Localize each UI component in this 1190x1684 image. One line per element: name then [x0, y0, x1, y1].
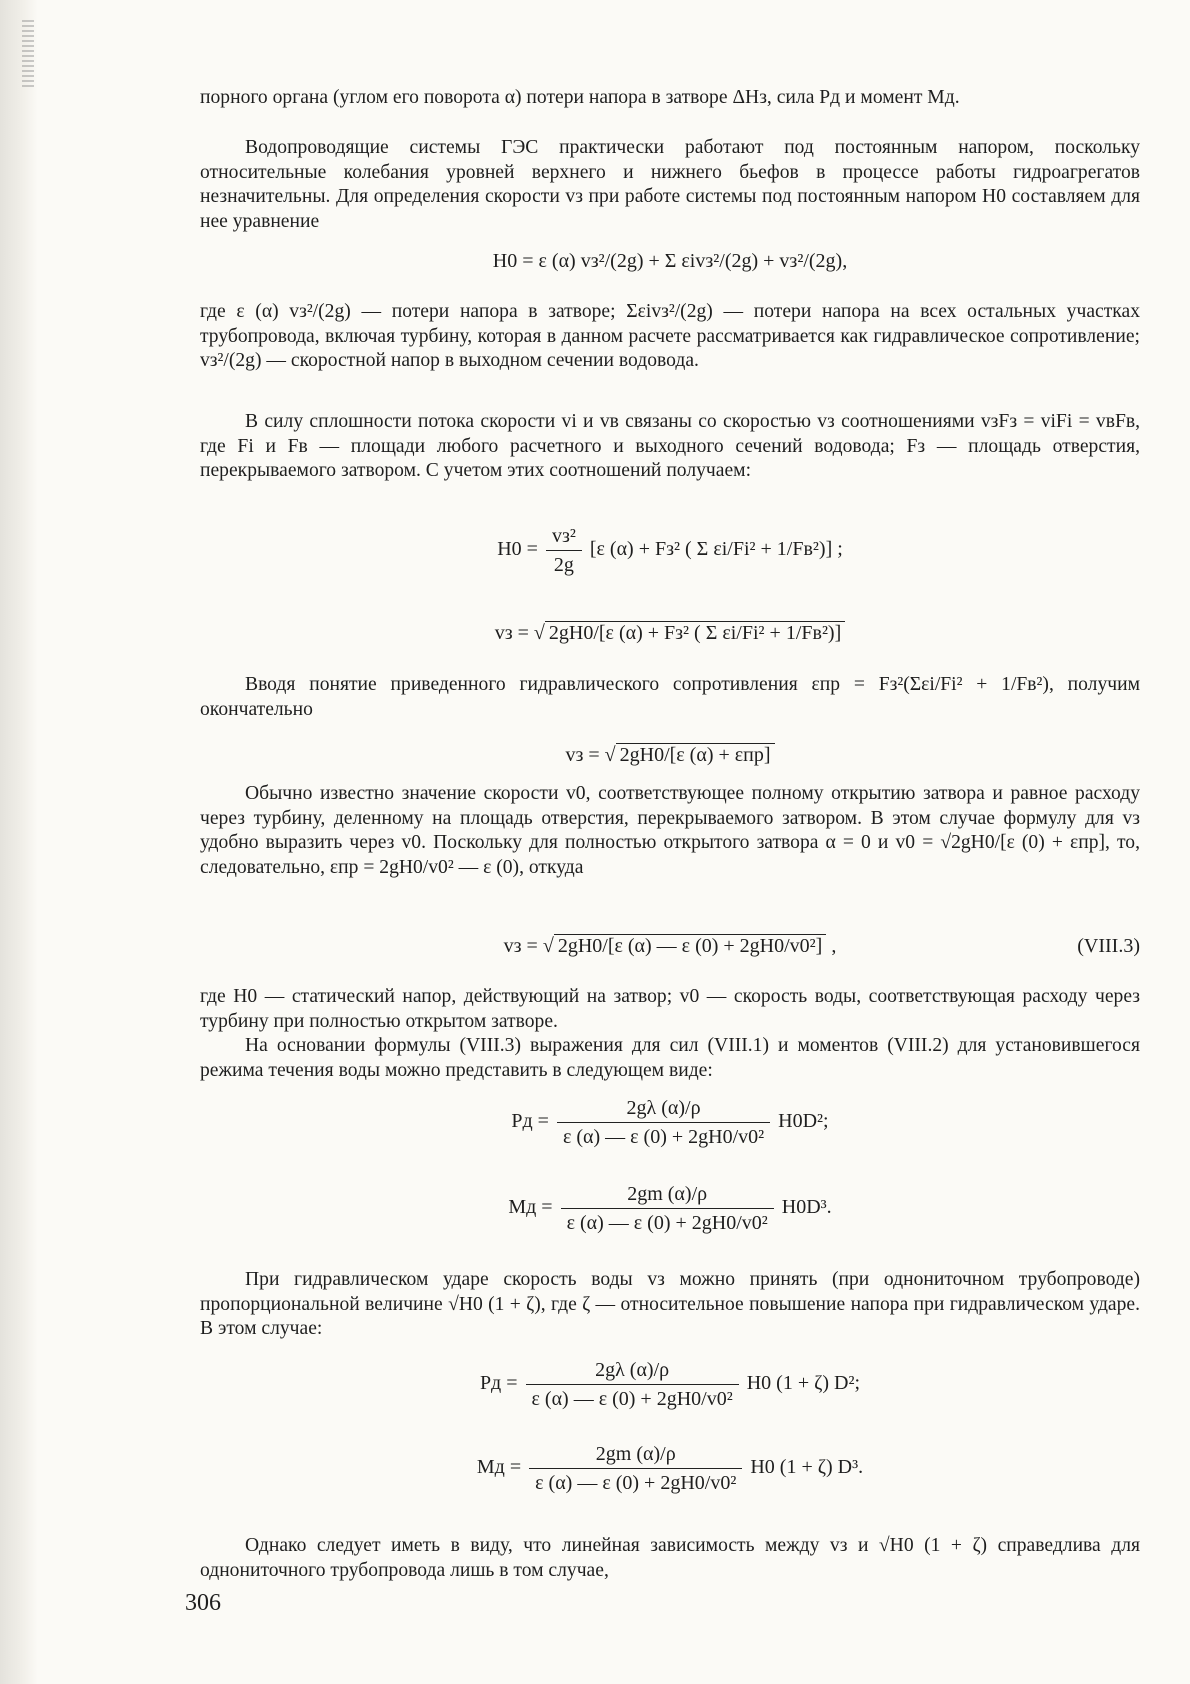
paragraph-1: порного органа (углом его поворота α) потери напора в затворе ΔHз, сила Pд и момент Mд.: [200, 87, 960, 108]
formula-velocity: [200, 622, 1140, 645]
formula-lhs: Mд =: [508, 1196, 553, 1219]
fraction-denominator: ε (α) — ε (0) + 2gH0/v0²: [535, 1472, 737, 1494]
equation-number: (VIII.3): [1077, 935, 1140, 957]
fraction-denominator: 2g: [553, 554, 574, 576]
radicand: 2gH0/[ε (α) + Fз² ( Σ εi/Fi² + 1/Fв²)]: [545, 621, 845, 644]
formula-tail: H0D³.: [781, 1196, 832, 1219]
paragraph-3: где ε (α) vз²/(2g) — потери напора в затворе; Σεivз²/(2g) — потери напора на всех остальных участках трубопровода, включая турбину, которая в данном расчете рассматривается как гидравлическое сопротивление; vз²/(2g) — скоростной напор в выходном сечении водовода.: [200, 301, 1140, 372]
paragraph-5: Вводя понятие приведенного гидравлического сопротивления εпр = Fз²(Σεi/Fi² + 1/Fв²), получим окончательно: [200, 674, 1140, 720]
fraction-denominator: ε (α) — ε (0) + 2gH0/v0²: [531, 1388, 733, 1410]
formula-lhs: vз =: [503, 935, 538, 957]
paragraph-9: При гидравлическом ударе скорость воды vз можно принять (при однониточном трубопроводе) пропорциональной величине √H0 (1 + ζ), где ζ — относительное повышение напора при гидравлическом ударе. В этом случае:: [200, 1269, 1140, 1340]
paragraph-6: Обычно известно значение скорости v0, соответствующее полному открытию затвора и равное расходу через турбину, деленному на площадь отверстия, перекрываемого затвором. В этом случае формулу для vз удобно выразить через v0. Поскольку для полностью открытого затвора α = 0 и v0 = √2gH0/[ε (0) + εпр], то, следовательно, εпр = 2gH0/v0² — ε (0), откуда: [200, 783, 1140, 878]
fraction: [561, 1180, 774, 1237]
scan-edge-shadow: [0, 0, 38, 1684]
fraction: [526, 1356, 739, 1413]
formula-force-steady: [200, 1094, 1140, 1151]
fraction-numerator: 2gm (α)/ρ: [529, 1440, 742, 1469]
formula-viii-3: [200, 935, 1140, 958]
fraction-numerator: 2gλ (α)/ρ: [557, 1094, 770, 1123]
fraction: [546, 522, 582, 579]
formula-rest: [ε (α) + Fз² ( Σ εi/Fi² + 1/Fв²)] ;: [589, 538, 843, 561]
scan-mark: [22, 20, 34, 90]
formula-lhs: Mд =: [476, 1456, 522, 1479]
radicand: 2gH0/[ε (α) — ε (0) + 2gH0/v0²]: [554, 934, 827, 957]
formula-lhs: Pд =: [479, 1372, 518, 1395]
formula-lhs: Pд =: [511, 1110, 549, 1133]
fraction-denominator: ε (α) — ε (0) + 2gH0/v0²: [562, 1126, 765, 1148]
fraction: [557, 1094, 770, 1151]
fraction-numerator: 2gλ (α)/ρ: [526, 1356, 739, 1385]
paragraph-10: Однако следует иметь в виду, что линейная зависимость между vз и √H0 (1 + ζ) справедлива для однониточного трубопровода лишь в том случае,: [200, 1535, 1140, 1581]
fraction-denominator: ε (α) — ε (0) + 2gH0/v0²: [566, 1212, 768, 1234]
paragraph-8: На основании формулы (VIII.3) выражения для сил (VIII.1) и моментов (VIII.2) для установившегося режима течения воды можно представить в следующем виде:: [200, 1035, 1140, 1081]
formula-lhs: vз =: [565, 744, 600, 766]
fraction-numerator: vз²: [546, 522, 582, 551]
formula-velocity-final: [200, 744, 1140, 767]
radicand: 2gH0/[ε (α) + εпр]: [616, 743, 775, 766]
formula-moment-steady: [200, 1180, 1140, 1237]
formula-tail: H0 (1 + ζ) D³.: [750, 1456, 864, 1479]
formula-tail: ,: [831, 935, 837, 957]
formula-tail: H0 (1 + ζ) D²;: [746, 1372, 861, 1395]
formula-lhs: vз =: [494, 622, 529, 644]
formula-head-expanded: [200, 522, 1140, 579]
radical-sign: √: [604, 744, 616, 766]
paragraph-4: В силу сплошности потока скорости vi и vв связаны со скоростью vз соотношениями vзFз = viFi = vвFв, где Fi и Fв — площади любого расчетного и выходного сечений водовода; Fз — площадь отверстия, перекрываемого затвором. С учетом этих соотношений получаем:: [200, 411, 1140, 482]
paragraph-7: где H0 — статический напор, действующий на затвор; v0 — скорость воды, соответствующая расходу через турбину при полностью открытом затворе.: [200, 986, 1140, 1032]
fraction-numerator: 2gm (α)/ρ: [561, 1180, 774, 1209]
radical-sign: √: [542, 935, 554, 957]
formula-moment-hammer: [200, 1440, 1140, 1497]
formula-head-balance: H0 = ε (α) vз²/(2g) + Σ εivз²/(2g) + vз²/(2g),: [492, 250, 848, 272]
radical-sign: √: [533, 622, 545, 644]
formula-force-hammer: [200, 1356, 1140, 1413]
page-number: 306: [185, 1590, 221, 1616]
formula-tail: H0D²;: [778, 1110, 829, 1133]
formula-lhs: H0 =: [497, 538, 538, 561]
paragraph-2: Водопроводящие системы ГЭС практически работают под постоянным напором, поскольку относительные колебания уровней верхнего и нижнего бьефов в процессе работы гидроагрегатов незначительны. Для определения скорости vз при работе системы под постоянным напором H0 составляем для нее уравнение: [200, 137, 1140, 232]
fraction: [529, 1440, 742, 1497]
